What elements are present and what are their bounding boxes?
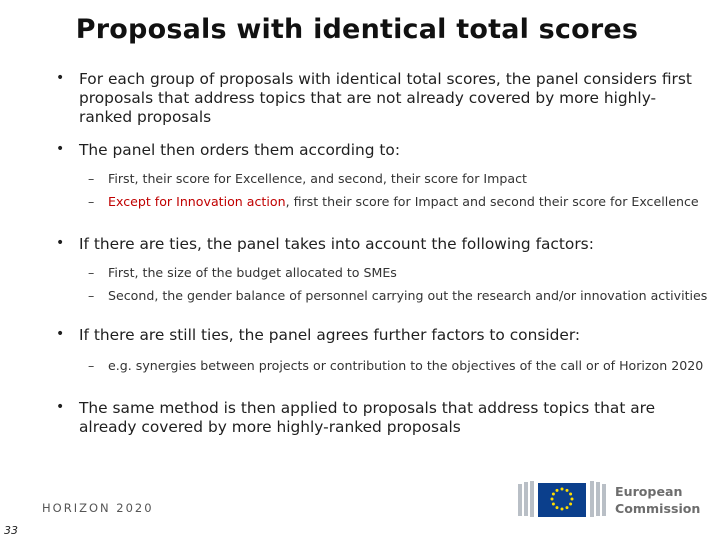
subbullet-text: , first their score for Impact and second their score for Excellence xyxy=(285,194,699,209)
subbullet-text: First, their score for Excellence, and second, their score for Impact xyxy=(108,171,527,186)
bullet-text: If there are ties, the panel takes into account the following factors: xyxy=(79,235,594,253)
subbullet-marker: – xyxy=(88,171,95,186)
programme-label: HORIZON 2020 xyxy=(42,501,154,515)
subbullet-text: Second, the gender balance of personnel carrying out the research and/or innovation activities xyxy=(108,288,708,303)
european-commission-logo xyxy=(516,478,706,522)
bullet-marker: • xyxy=(56,399,65,415)
logo-text-line2: Commission xyxy=(615,501,701,516)
bullet-marker: • xyxy=(56,70,65,86)
logo-text-line1: European xyxy=(615,484,683,499)
commission-building-icon xyxy=(516,478,610,522)
subbullet-text: e.g. synergies between projects or contribution to the objectives of the call or of Horizon 2020 xyxy=(108,358,704,373)
highlight-text: Except for Innovation action xyxy=(108,194,286,209)
bullet-marker: • xyxy=(56,235,65,251)
page-number: 33 xyxy=(4,524,18,537)
bullet-marker: • xyxy=(56,141,65,157)
subbullet-marker: – xyxy=(88,265,95,280)
bullet-text: If there are still ties, the panel agrees further factors to consider: xyxy=(79,326,581,344)
subbullet-marker: – xyxy=(88,358,95,373)
bullet-marker: • xyxy=(56,326,65,342)
bullet-text: The same method is then applied to proposals that address topics that are already covered by more highly-ranked proposals xyxy=(79,399,656,436)
subbullet-text: First, the size of the budget allocated to SMEs xyxy=(108,265,397,280)
bullet-text: The panel then orders them according to: xyxy=(79,141,401,159)
bullet-text: For each group of proposals with identical total scores, the panel considers first proposals that address topics that are not already covered by more highly-ranked proposals xyxy=(79,70,692,126)
subbullet-marker: – xyxy=(88,288,95,303)
subbullet-text-composite xyxy=(108,194,708,210)
subbullet-marker: – xyxy=(88,194,95,209)
slide-title: Proposals with identical total scores xyxy=(75,14,639,45)
